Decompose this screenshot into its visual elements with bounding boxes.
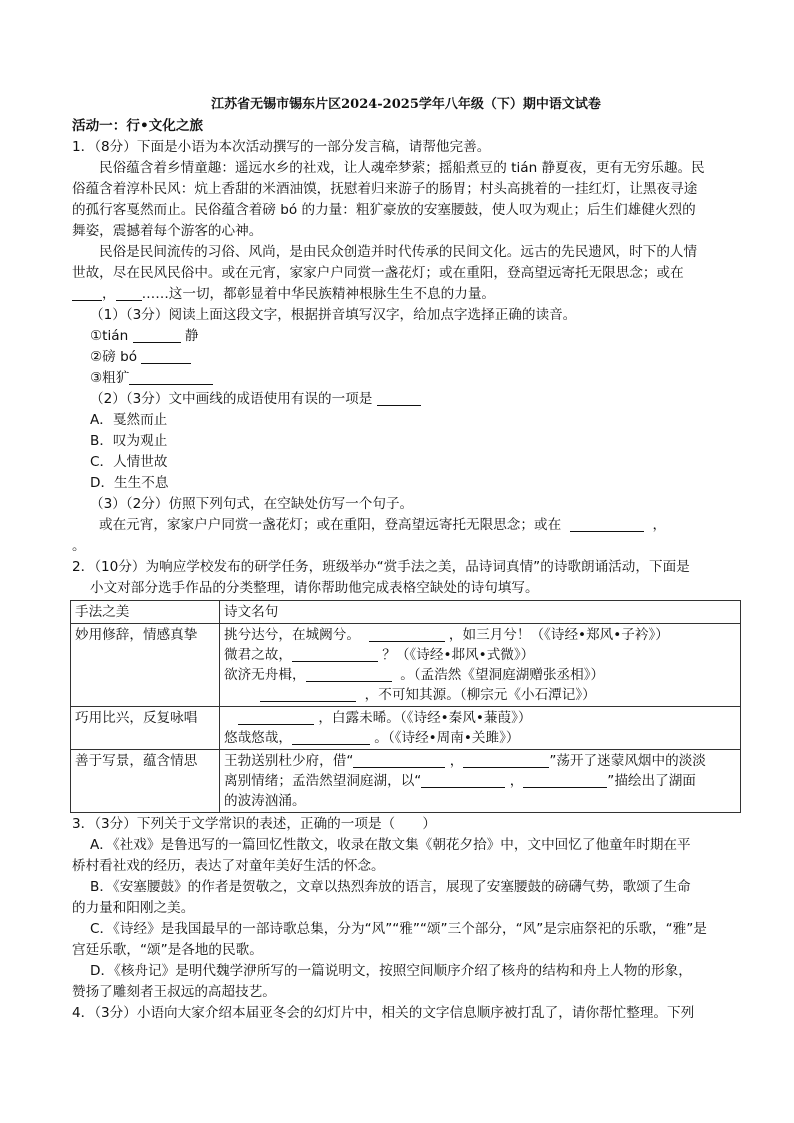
poem-cell — [220, 624, 741, 707]
poem-line — [224, 665, 736, 685]
text: 。（《诗经•周南•关雎》） — [374, 730, 520, 746]
option-b[interactable]: B．叹为观止 — [90, 433, 168, 449]
header-method: 手法之美 — [71, 601, 220, 624]
option-a[interactable]: A．《社戏》是鲁迅写的一篇回忆性散文，收录在散文集《朝花夕拾》中，文中回忆了他童年时期在平 — [90, 837, 691, 853]
option-d-cont: 赞扬了雕刻者王叔远的高超技艺。 — [72, 984, 276, 1000]
text: 欲济无舟楫， — [224, 667, 306, 683]
poem-line — [224, 791, 736, 811]
poem-line — [224, 625, 736, 645]
text: ， — [449, 753, 464, 769]
method-cell: 巧用比兴，反复咏唱 — [71, 707, 220, 750]
text: ”荡开了迷蒙风烟中的淡淡 — [549, 753, 706, 769]
answer-blank[interactable] — [72, 286, 102, 301]
answer-blank[interactable] — [570, 517, 644, 532]
q1-sub3-line: 或在元宵，家家户户同赏一盏花灯；或在重阳，登高望远寄托无限思念；或在 ， — [99, 517, 667, 533]
answer-blank[interactable] — [421, 773, 505, 788]
poem-cell — [220, 707, 741, 750]
q1-p2-line2 — [72, 263, 740, 284]
text: ②磅 bó — [90, 349, 138, 365]
q1-p1-line3 — [72, 200, 740, 221]
answer-blank[interactable] — [463, 753, 549, 768]
option-c[interactable]: C．《诗经》是我国最早的一部诗歌总集，分为“风”“雅”“颂”三个部分，“风”是宗庙祭祀的乐歌，“雅”是 — [90, 921, 707, 937]
text: ， — [509, 773, 524, 789]
text: ”描绘出了湖面 — [607, 773, 696, 789]
q1-p1-line4 — [72, 221, 740, 242]
q1-p1-line1 — [72, 158, 740, 179]
option-b[interactable]: B．《安塞腰鼓》的作者是贺敬之，文章以热烈奔放的语言，展现了安塞腰鼓的磅礴气势，歌颂了生命 — [90, 879, 691, 895]
poem-line — [224, 708, 736, 728]
answer-blank[interactable] — [306, 667, 392, 682]
text: 微君之故， — [224, 647, 292, 663]
text: ，白露未晞。（《诗经•秦风•蒹葭》） — [318, 710, 532, 726]
text: 挑兮达兮，在城阙兮。 — [224, 627, 360, 643]
text: ……这一切，都彰显着中华民族精神根脉生生不息的力量。 — [141, 286, 496, 302]
q2-stem-line2: 小文对部分选手作品的分类整理，请你帮助他完成表格空缺处的诗句填写。 — [90, 580, 539, 596]
q1-sub3: （3）（2分）仿照下列句式，在空缺处仿写一个句子。 — [90, 496, 414, 512]
option-c-cont: 宫廷乐歌，“颂”是各地的民歌。 — [72, 942, 263, 958]
q4-stem: 4．（3分）小语向大家介绍本届亚冬会的幻灯片中，相关的文字信息顺序被打乱了，请你帮忙整理。下列 — [72, 1005, 695, 1021]
q1-sub3-end: 。 — [72, 538, 86, 554]
answer-blank[interactable] — [523, 773, 607, 788]
answer-blank[interactable] — [133, 328, 181, 343]
text: 民俗是民间流传的习俗、风尚，是由民众创造并时代传承的民间文化。远古的先民遗风，时下的人情 — [99, 244, 698, 260]
text: 静 — [184, 328, 199, 344]
q1-sub2 — [72, 389, 740, 410]
answer-blank[interactable] — [353, 753, 445, 768]
option-a[interactable]: A．戛然而止 — [90, 412, 168, 428]
poem-table — [70, 600, 741, 813]
text: 。（孟浩然《望洞庭湖赠张丞相》） — [400, 667, 605, 683]
text: 或在元宵，家家户户同赏一盏花灯；或在重阳，登高望远寄托无限思念；或在 — [99, 517, 562, 533]
answer-blank[interactable] — [129, 370, 213, 385]
answer-blank[interactable] — [292, 647, 378, 662]
text: ①tián — [90, 328, 129, 344]
text: 的波涛汹涌。 — [224, 793, 306, 809]
q1-sub1-item3 — [72, 368, 740, 389]
poem-line — [224, 728, 736, 748]
method-cell: 善于写景，蕴含情思 — [71, 750, 220, 813]
q1-sub1-item2 — [72, 347, 740, 368]
option-d[interactable]: D．《核舟记》是明代魏学洢所写的一篇说明文，按照空间顺序介绍了核舟的结构和舟上人物的形象， — [90, 963, 692, 979]
answer-blank[interactable] — [141, 349, 191, 364]
table-row — [71, 707, 741, 750]
table-header-row — [71, 601, 741, 624]
text: 世故，尽在民风民俗中。或在元宵，家家户户同赏一盏花灯；或在重阳，登高望远寄托无限思念；或在 — [72, 265, 684, 281]
text: ，不可知其源。（柳宗元《小石潭记》） — [364, 687, 596, 703]
q3-stem: 3．（3分）下列关于文学常识的表述，正确的一项是（ ） — [72, 816, 436, 832]
answer-blank[interactable] — [260, 687, 356, 702]
exam-page — [72, 94, 740, 1024]
poem-line — [224, 751, 736, 771]
text: 的孤行客戛然而止。民俗蕴含着磅 bó 的力量：粗犷豪放的安塞腰鼓，使人叹为观止；后生们雄健火烈的 — [72, 202, 696, 218]
option-a-cont: 桥村看社戏的经历，表达了对童年美好生活的怀念。 — [72, 858, 385, 874]
option-d[interactable]: D．生生不息 — [90, 475, 169, 491]
method-cell: 妙用修辞，情感真挚 — [71, 624, 220, 707]
q1-p2-line3: ， ……这一切，都彰显着中华民族精神根脉生生不息的力量。 — [72, 284, 740, 305]
table-row — [71, 624, 741, 707]
text: （2）（3分）文中画线的成语使用有误的一项是 — [90, 391, 373, 407]
text: 民俗蕴含着乡情童趣：遥远水乡的社戏，让人魂牵梦萦；摇船煮豆的 tián 静夏夜，更有无穷乐趣。民 — [99, 160, 705, 176]
text: 离别情绪；孟浩然望洞庭湖，以“ — [224, 773, 422, 789]
text: 舞姿，震撼着每个游客的心神。 — [72, 223, 263, 239]
text: ？（《诗经•邶风•式微》） — [382, 647, 535, 663]
q1-stem: 1．（8分）下面是小语为本次活动撰写的一部分发言稿，请帮他完善。 — [72, 139, 491, 155]
poem-line — [224, 645, 736, 665]
q1-p2-line1 — [72, 242, 740, 263]
text: ，如三月兮！（《诗经•郑风•子衿》） — [448, 627, 669, 643]
q1-sub1-item1 — [72, 326, 740, 347]
text: 王勃送别杜少府，借“ — [224, 753, 354, 769]
poem-line — [224, 771, 736, 791]
poem-line — [224, 685, 736, 705]
answer-blank[interactable] — [369, 627, 445, 642]
answer-blank[interactable] — [292, 730, 370, 745]
answer-blank[interactable] — [116, 286, 142, 301]
q1-sub1: （1）（3分）阅读上面这段文字，根据拼音填写汉字，给加点字选择正确的读音。 — [90, 307, 577, 323]
option-b-cont: 的力量和阳刚之美。 — [72, 900, 195, 916]
q2-stem-line1: 2．（10分）为响应学校发布的研学任务，班级举办“赏手法之美，品诗词真情”的诗歌朗诵活动，下面是 — [72, 559, 690, 575]
q1-p1-line2 — [72, 179, 740, 200]
answer-blank[interactable] — [238, 710, 314, 725]
header-poem: 诗文名句 — [220, 601, 741, 624]
poem-cell — [220, 750, 741, 813]
text: 俗蕴含着淳朴民风：炕上香甜的米酒油馍，抚慰着归来游子的肠胃；村头高挑着的一挂红灯，让黑夜寻途 — [72, 181, 698, 197]
option-c[interactable]: C．人情世故 — [90, 454, 168, 470]
table-row — [71, 750, 741, 813]
text: 悠哉悠哉， — [224, 730, 292, 746]
activity-heading: 活动一：行•文化之旅 — [72, 118, 204, 134]
page-title: 江苏省无锡市锡东片区2024-2025学年八年级（下）期中语文试卷 — [211, 97, 601, 112]
answer-blank[interactable] — [377, 391, 421, 406]
text: ③粗犷 — [90, 370, 130, 386]
